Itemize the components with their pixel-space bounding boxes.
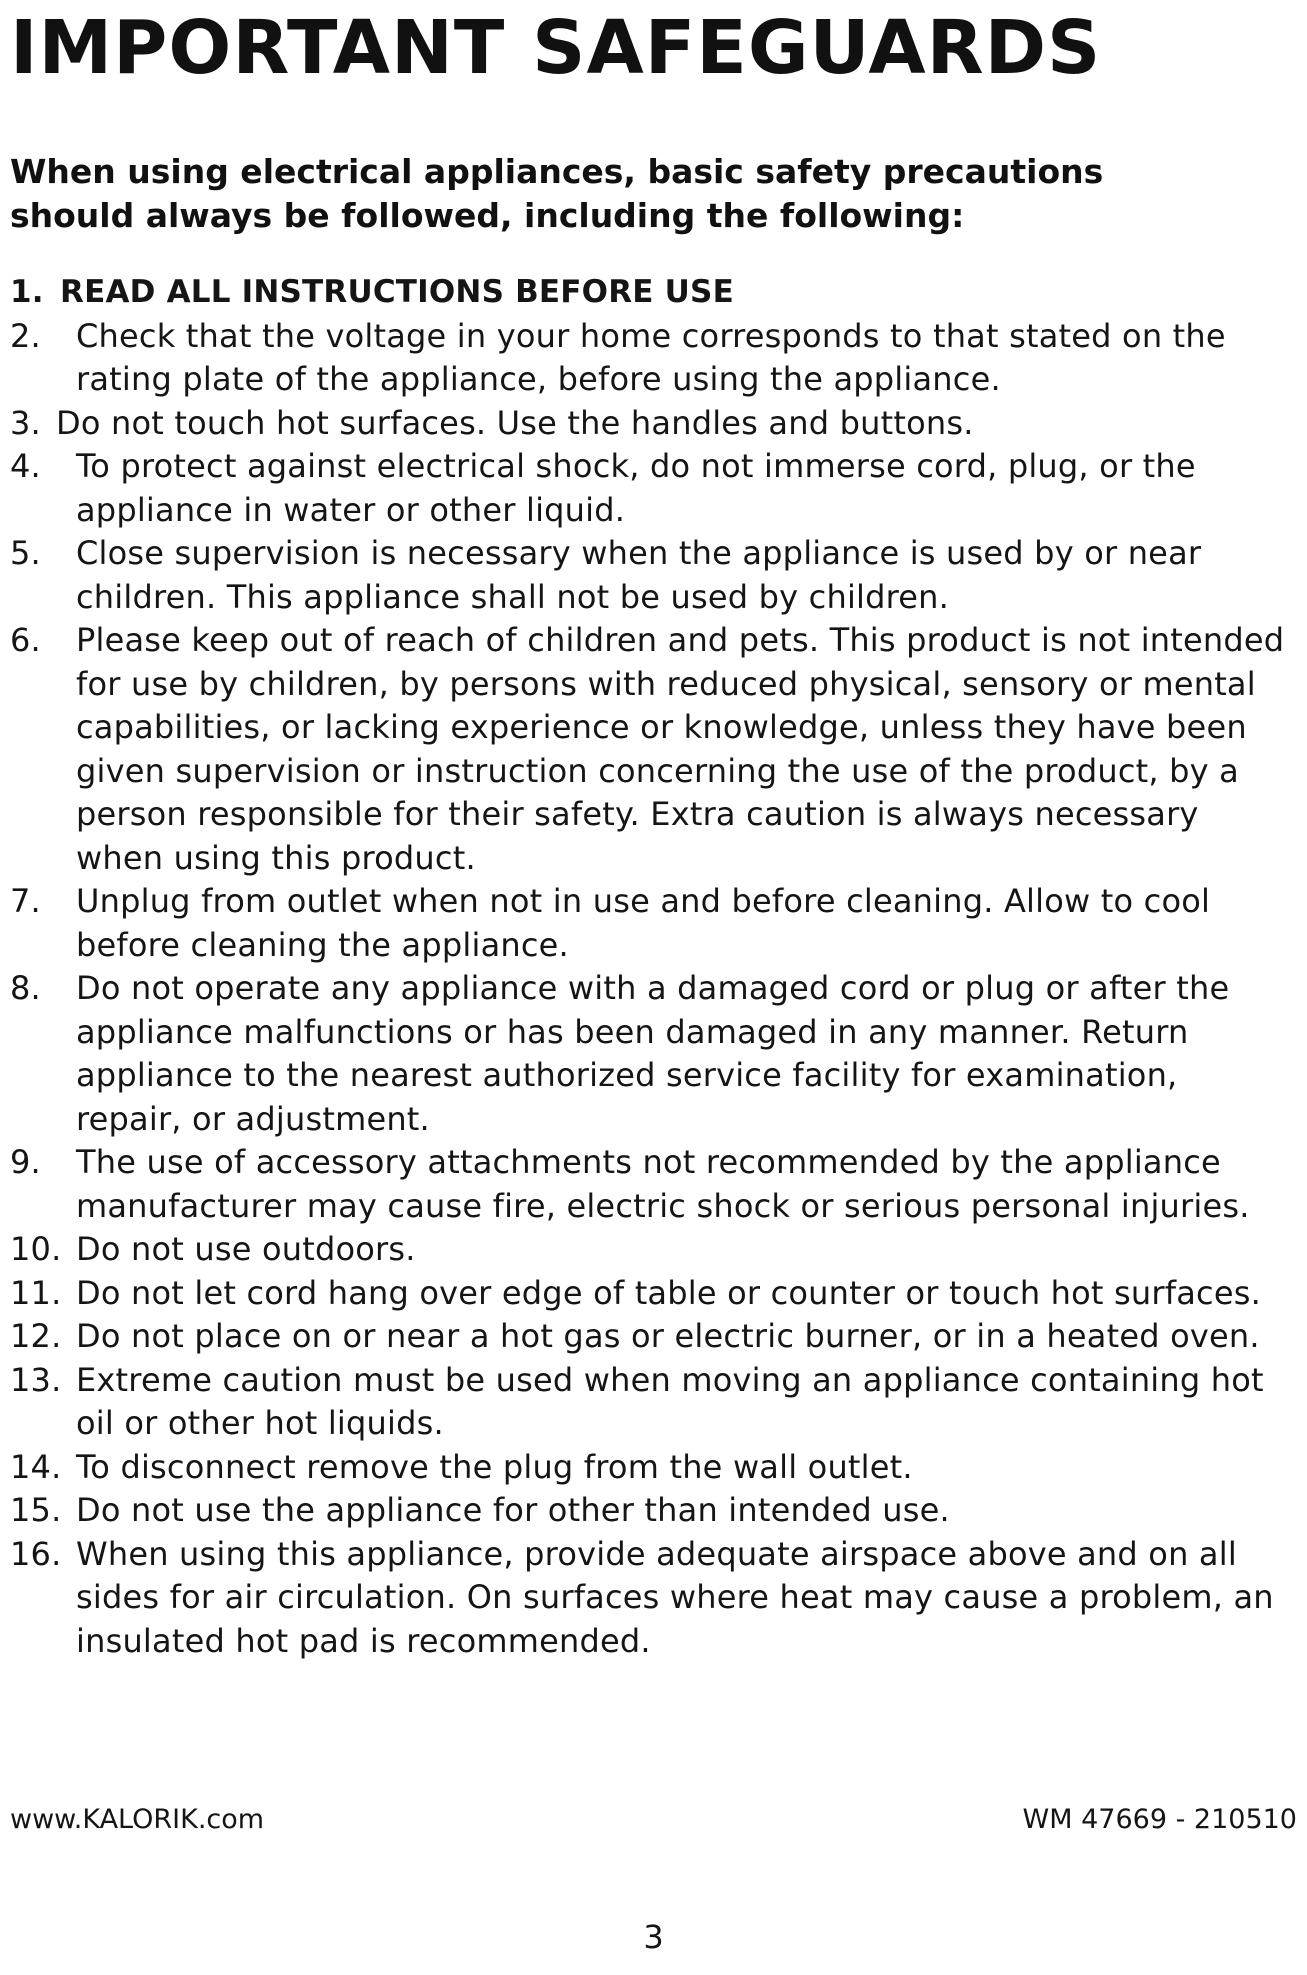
list-item-number: 9.: [10, 1143, 41, 1181]
footer-website: www.KALORIK.com: [10, 1804, 265, 1835]
list-item-text: To protect against electrical shock, do not immerse cord, plug, or the appliance in water or other liquid.: [76, 447, 1196, 529]
list-item: [10, 880, 1290, 967]
page-title: IMPORTANT SAFEGUARDS: [10, 5, 1102, 91]
list-item-text: Do not touch hot surfaces. Use the handles and buttons.: [56, 403, 974, 442]
list-item-text: To disconnect remove the plug from the wall outlet.: [76, 1447, 913, 1486]
list-item: [10, 1141, 1290, 1228]
list-item-text: Check that the voltage in your home corresponds to that stated on the rating plate of the appliance, before using the appliance.: [76, 316, 1226, 398]
list-item: [10, 967, 1290, 1141]
list-item-text: Do not let cord hang over edge of table or counter or touch hot surfaces.: [76, 1273, 1261, 1312]
list-item: [10, 445, 1290, 532]
list-item: [10, 1272, 1290, 1316]
list-item: [10, 315, 1290, 402]
list-item-text: The use of accessory attachments not recommended by the appliance manufacturer may cause fire, electric shock or serious personal injuries.: [76, 1143, 1250, 1225]
list-item-number: 16.: [10, 1534, 62, 1573]
intro-text: When using electrical appliances, basic safety precautions should always be followed, including the following:: [10, 152, 1104, 235]
footer-model-code: WM 47669 - 210510: [1022, 1804, 1297, 1835]
page-number: 3: [643, 1918, 664, 1956]
list-item-number: 1.: [10, 274, 44, 310]
list-item-text: Please keep out of reach of children and pets. This product is not intended for use by children, by persons with reduced physical, sensory or mental capabilities, or lacking experience or knowledge, unless they have been given supervision or instruction concerning the use of the product, by a person responsible for their safety. Extra caution is always necessary when using this product.: [76, 621, 1285, 877]
list-item-number: 3.: [10, 403, 41, 442]
list-item-number: 2.: [10, 316, 41, 355]
list-item-number: 6.: [10, 621, 41, 659]
list-item-text: Close supervision is necessary when the appliance is used by or near children. This appliance shall not be used by children.: [76, 534, 1202, 616]
list-item-text: Do not use outdoors.: [76, 1230, 416, 1268]
list-item: [10, 1228, 1290, 1272]
list-item: [10, 1315, 1290, 1359]
list-item: [10, 1489, 1290, 1533]
list-item-number: 4.: [10, 447, 41, 485]
list-item: [10, 1359, 1290, 1446]
list-item: [10, 271, 1290, 315]
list-item-text: Unplug from outlet when not in use and before cleaning. Allow to cool before cleaning the appliance.: [76, 882, 1211, 964]
list-item-text: Extreme caution must be used when moving an appliance containing hot oil or other hot liquids.: [76, 1360, 1264, 1442]
list-item-number: 7.: [10, 882, 41, 920]
list-item: [10, 1533, 1290, 1664]
list-item-text: Do not operate any appliance with a damaged cord or plug or after the appliance malfunctions or has been damaged in any manner. Return appliance to the nearest authorized service facility for examination, repair, or adjustment.: [76, 969, 1230, 1138]
list-item-number: 5.: [10, 534, 41, 572]
safeguards-list: [10, 271, 1290, 1663]
list-item-text: Do not use the appliance for other than intended use.: [76, 1491, 950, 1529]
list-item-number: 14.: [10, 1447, 62, 1486]
list-item: [10, 619, 1290, 880]
list-item-number: 15.: [10, 1491, 62, 1529]
list-item-text: Do not place on or near a hot gas or electric burner, or in a heated oven.: [76, 1317, 1260, 1355]
list-item-number: 12.: [10, 1317, 62, 1355]
list-item-text: READ ALL INSTRUCTIONS BEFORE USE: [60, 274, 734, 310]
list-item-number: 10.: [10, 1230, 62, 1268]
list-item-number: 11.: [10, 1273, 62, 1312]
list-item-number: 13.: [10, 1360, 62, 1399]
list-item: [10, 402, 1290, 446]
list-item-number: 8.: [10, 969, 41, 1007]
list-item: [10, 1446, 1290, 1490]
list-item-text: When using this appliance, provide adequate airspace above and on all sides for air circulation. On surfaces where heat may cause a problem, an insulated hot pad is recommended.: [76, 1534, 1274, 1660]
list-item: [10, 532, 1290, 619]
